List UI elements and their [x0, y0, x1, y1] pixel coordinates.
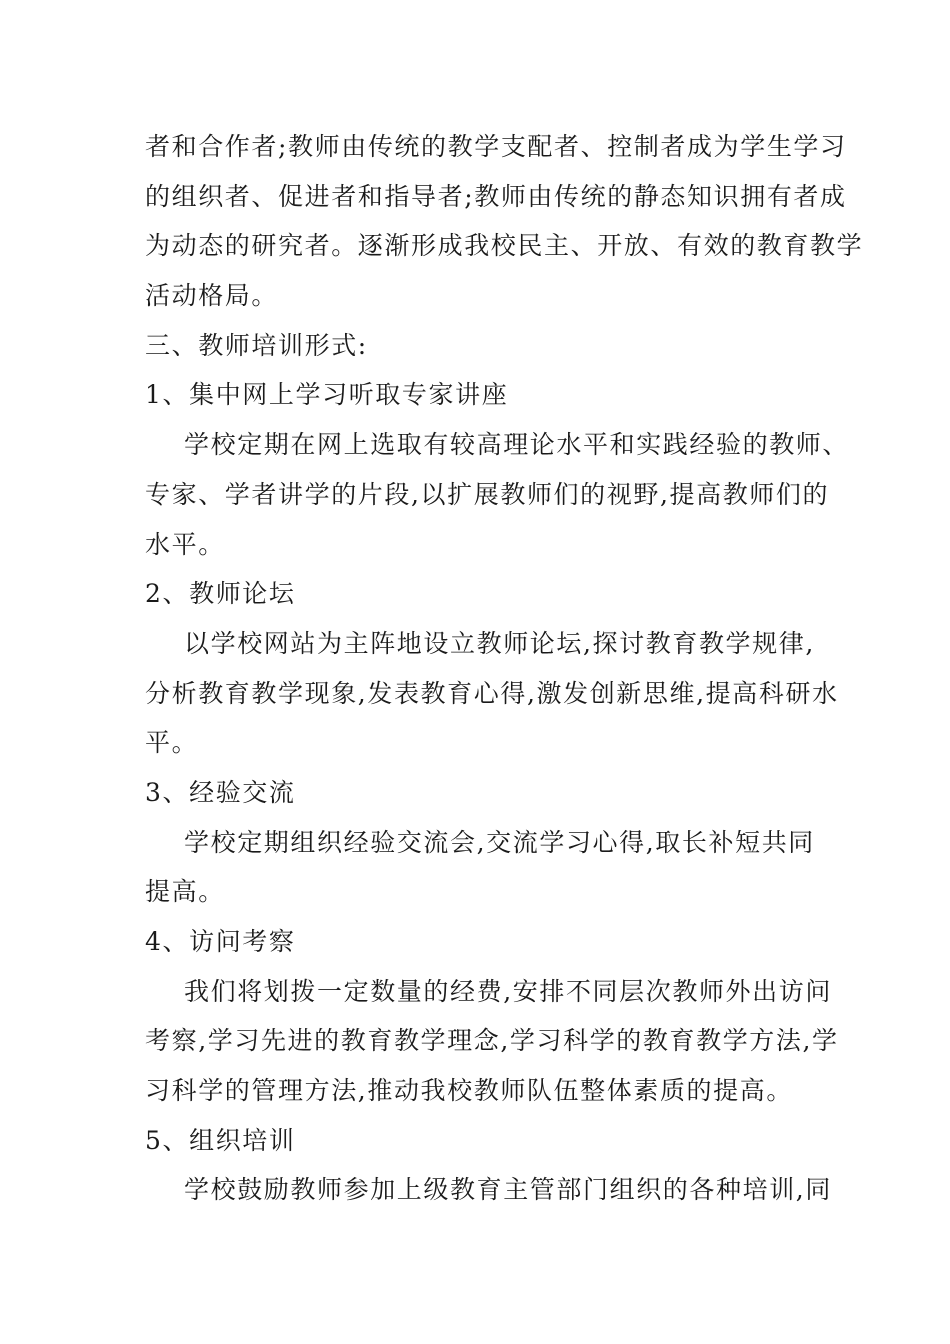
- paragraph-1-line-2: 专家、学者讲学的片段,以扩展教师们的视野,提高教师们的: [145, 479, 830, 509]
- document-body: [145, 122, 864, 1215]
- text-line-1: 者和合作者;教师由传统的教学支配者、控制者成为学生学习: [145, 132, 847, 161]
- paragraph-3-line-1: 学校定期组织经验交流会,交流学习心得,取长补短共同: [184, 827, 815, 857]
- paragraph-5-line-1: 学校鼓励教师参加上级教育主管部门组织的各种培训,同: [184, 1175, 832, 1205]
- paragraph-4-line-1: 我们将划拨一定数量的经费,安排不同层次教师外出访问: [184, 976, 832, 1006]
- section-heading-3: 三、教师培训形式:: [145, 330, 368, 360]
- text-line-3: 为动态的研究者。逐渐形成我校民主、开放、有效的教育教学: [145, 231, 864, 261]
- paragraph-2-line-3: 平。: [145, 728, 199, 758]
- paragraph-2-line-2: 分析教育教学现象,发表教育心得,激发创新思维,提高科研水: [145, 678, 839, 708]
- paragraph-1-line-1: 学校定期在网上选取有较高理论水平和实践经验的教师、: [184, 430, 850, 460]
- text-line-2: 的组织者、促进者和指导者;教师由传统的静态知识拥有者成: [145, 181, 847, 211]
- paragraph-2-line-1: 以学校网站为主阵地设立教师论坛,探讨教育教学规律,: [184, 628, 815, 658]
- paragraph-3-line-2: 提高。: [145, 877, 225, 907]
- paragraph-4-line-2: 考察,学习先进的教育教学理念,学习科学的教育教学方法,学: [145, 1026, 839, 1056]
- subheading-5: 5、组织培训: [145, 1125, 296, 1155]
- paragraph-1-line-3: 水平。: [145, 529, 225, 559]
- subheading-3: 3、经验交流: [145, 777, 296, 807]
- subheading-4: 4、访问考察: [145, 927, 296, 956]
- subheading-1: 1、集中网上学习听取专家讲座: [145, 380, 509, 410]
- paragraph-4-line-3: 习科学的管理方法,推动我校教师队伍整体素质的提高。: [145, 1076, 793, 1106]
- subheading-2: 2、教师论坛: [145, 579, 296, 609]
- text-line-4: 活动格局。: [145, 281, 279, 311]
